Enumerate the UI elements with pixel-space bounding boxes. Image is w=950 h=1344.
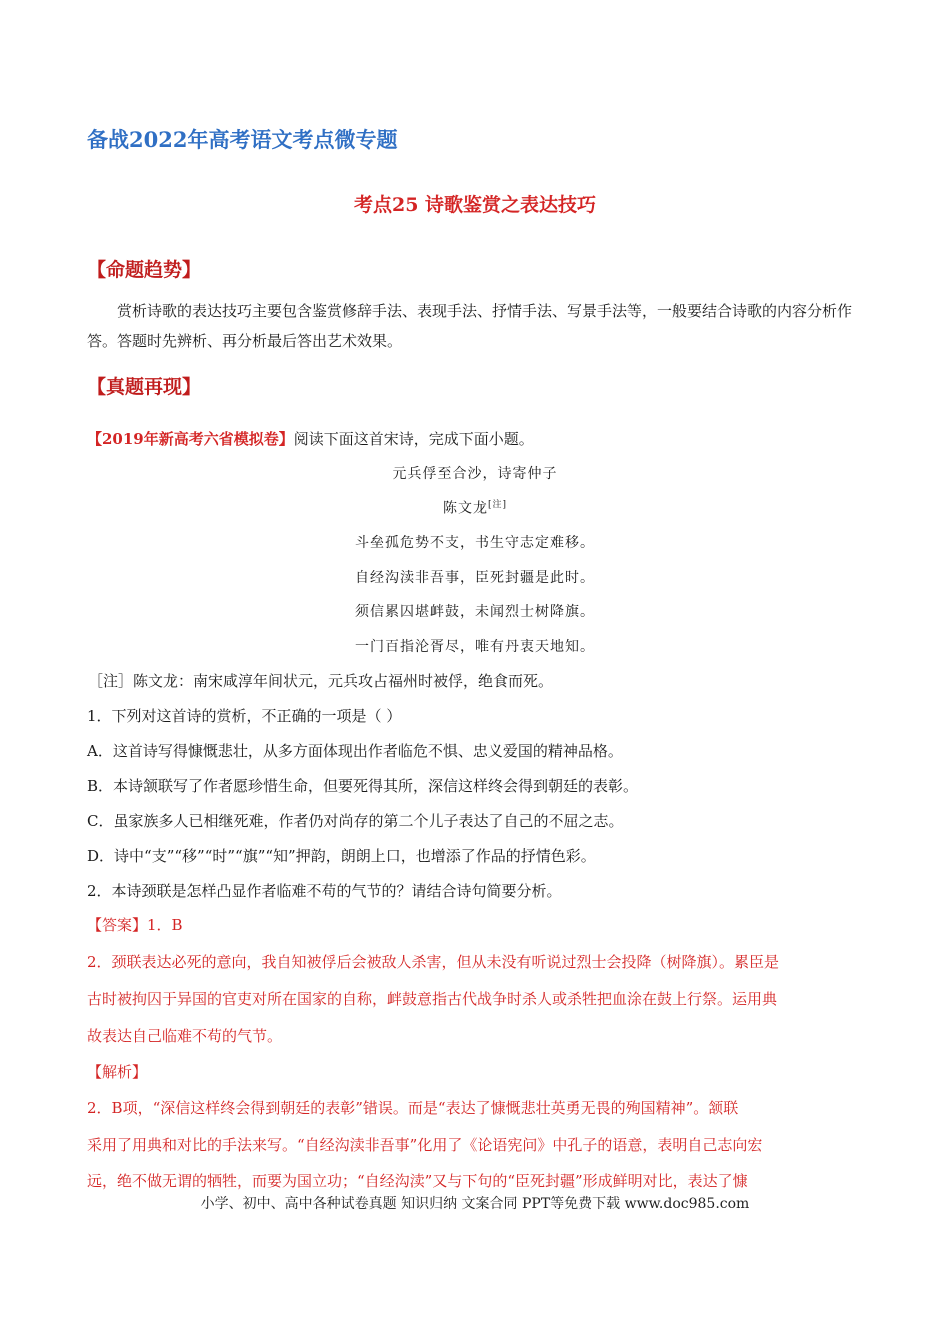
poem-line: 自经沟渎非吾事，臣死封疆是此时。	[355, 570, 595, 586]
question-intro-line	[87, 428, 877, 449]
option-a: A．这首诗写得慷慨悲壮，从多方面体现出作者临危不惧、忠义爱国的精神品格。	[87, 742, 623, 760]
series-title: 备战2022年高考语文考点微专题	[87, 127, 398, 152]
analysis-line: 2．B项，“深信这样终会得到朝廷的表彰”错误。而是“表达了慷慨悲壮英勇无畏的殉国精神”。颔联	[87, 1099, 739, 1117]
poem-line: 须信累囚堪衅鼓，未闻烈士树降旗。	[355, 604, 595, 620]
analysis-label: 【解析】	[87, 1063, 148, 1081]
poem-author-line	[0, 497, 950, 518]
section-heading-trend: 【命题趋势】	[87, 259, 202, 281]
answer-2-line: 故表达自己临难不苟的气节。	[87, 1027, 283, 1045]
poem-note: ［注］陈文龙：南宋咸淳年间状元，元兵攻占福州时被俘，绝食而死。	[88, 672, 554, 690]
option-c: C．虽家族多人已相继死难，作者仍对尚存的第二个儿子表达了自己的不屈之志。	[87, 812, 624, 830]
analysis-line: 远，绝不做无谓的牺牲，而要为国立功；“自经沟渎”又与下句的“臣死封疆”形成鲜明对比，表达了慷	[87, 1172, 748, 1190]
page-footer: 小学、初中、高中各种试卷真题 知识归纳 文案合同 PPT等免费下载 www.doc985.com	[200, 1196, 750, 1212]
option-b: B．本诗颔联写了作者愿珍惜生命，但要死得其所，深信这样终会得到朝廷的表彰。	[87, 777, 639, 795]
source-tag: 【2019年新高考六省模拟卷】	[87, 430, 294, 448]
question-1: 1．下列对这首诗的赏析，不正确的一项是（ ）	[87, 707, 402, 725]
page-title: 考点25 诗歌鉴赏之表达技巧	[353, 194, 597, 216]
poem-title: 元兵俘至合沙，诗寄仲子	[392, 466, 558, 482]
trend-paragraph: 赏析诗歌的表达技巧主要包含鉴赏修辞手法、表现手法、抒情手法、写景手法等，一般要结合诗歌的内容分析作答。答题时先辨析、再分析最后答出艺术效果。	[87, 302, 853, 350]
answer-2-line: 古时被拘囚于异国的官吏对所在国家的自称，衅鼓意指古代战争时杀人或杀牲把血涂在鼓上行祭。运用典	[87, 990, 778, 1008]
analysis-line: 采用了用典和对比的手法来写。“自经沟渎非吾事”化用了《论语宪问》中孔子的语意，表明自己志向宏	[87, 1136, 763, 1154]
poem-author: 陈文龙	[442, 500, 488, 517]
option-d: D．诗中“支”“移”“时”“旗”“知”押韵，朗朗上口，也增添了作品的抒情色彩。	[87, 847, 596, 865]
section-heading-real: 【真题再现】	[87, 376, 202, 398]
question-2: 2．本诗颈联是怎样凸显作者临难不苟的气节的？请结合诗句简要分析。	[87, 882, 562, 900]
answer-label: 【答案】	[87, 916, 148, 934]
answer-line-1	[87, 914, 877, 935]
answer-2-line: 2．颈联表达必死的意向，我自知被俘后会被敌人杀害，但从未没有听说过烈士会投降（树降旗）。累臣是	[87, 953, 780, 971]
author-note-mark: [注]	[487, 500, 508, 510]
answer-1: 1．B	[147, 916, 183, 934]
poem-line: 一门百指沦胥尽，唯有丹衷天地知。	[355, 639, 595, 655]
intro-text: 阅读下面这首宋诗，完成下面小题。	[293, 430, 534, 448]
poem-line: 斗垒孤危势不支，书生守志定难移。	[355, 535, 595, 551]
